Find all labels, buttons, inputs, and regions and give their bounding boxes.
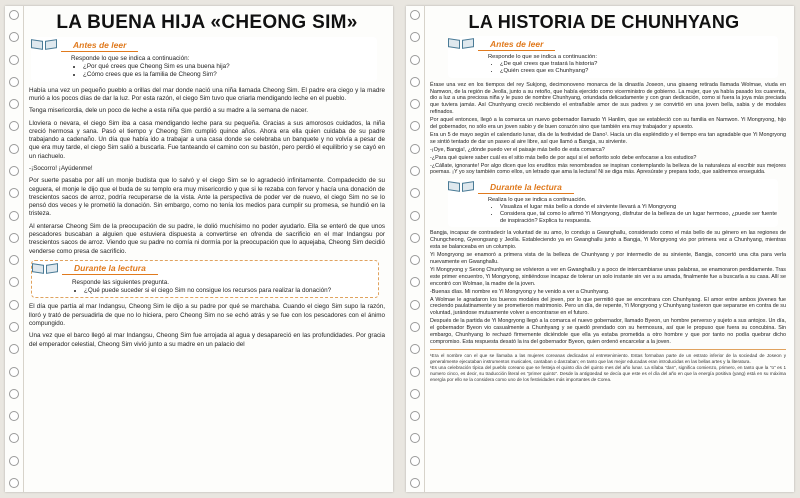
footnote: ¹Era el nombre con el que se llamaba a las mujeres coreanas dedicadas al entretenimiento. Estas formaban parte de un estrato inferior de la sociedad de Joseon y generalmente ejecutaban instrumentos musicales, cantaban o danzaban; en tanto que las mejor educadas eran introducidas en las bellas artes y la literatura. xyxy=(430,352,786,364)
box-label: Antes de leer xyxy=(61,39,138,52)
story-paragraph: -¡Socorro! ¡Ayúdenme! xyxy=(29,164,93,172)
story-paragraph: -¿Cállate, ignorante! Por algo dicen que los eruditos más renombrados se inspiran contemplando la belleza de la naturaleza al escribir sus mejores poemas. ¡Y yo soy también como ellos, un letrado que ama la lectura! Ni se diga más. Apresúrate y prepara todo, que saldremos enseguida. xyxy=(430,162,786,176)
story-paragraph: Al enterarse Cheong Sim de la preocupación de su padre, le dolió muchísimo no poder ayudarlo. Ella se enteró de que unos pescadores buscaban a alguien que estuviera dispuesta a convertirse en ofrenda de sacrificio en el mar Indangsu por trescientos sacos de arroz. Viendo que su padre no comía ni dormía por la preocupación que lo aquejaba, Cheong Sim decidió venderse como presa de sacrificio. xyxy=(29,222,385,255)
during-reading-box xyxy=(448,179,778,227)
box-label: Durante la lectura xyxy=(62,262,158,275)
during-reading-box xyxy=(31,260,379,298)
open-book-icon xyxy=(448,180,474,194)
open-book-icon xyxy=(448,37,474,51)
story-paragraph: Bangja, incapaz de contradecir la voluntad de su amo, lo condujo a Gwanghallu, considerado como el más bello de su género en las regiones de Chungcheong, Gyeongsang y Jeolla. Estableciendo ya en Gwanghallu junto a Bangja, Yi Mongryong vio por primera vez a Chunhyang, mientras esta se balanceaba en un columpio. xyxy=(430,230,786,251)
story-paragraph: -Buenas días. Mi nombre es Yi Mongryong y he venido a ver a Chunhyang. xyxy=(430,288,610,295)
box-label: Antes de leer xyxy=(478,38,555,51)
question-item: • ¿Quién crees que es Chunhyang? xyxy=(500,68,778,75)
box-label: Durante la lectura xyxy=(478,181,574,194)
open-book-icon xyxy=(32,262,58,276)
left-page xyxy=(5,6,393,492)
left-page-title: LA BUENA HIJA «CHEONG SIM» xyxy=(56,12,358,33)
story-paragraph: El día que partía al mar Indangsu, Cheong Sim le dijo a su padre por qué se marchaba. Cuando el ciego Sim supo la razón, lloró y trató de persuadirla de que no lo hiciera, pero Cheong Sim no se echó atrás y se fue con los pescadores con el ánimo compungido. xyxy=(29,303,385,327)
story-paragraph: Era un 5 de mayo según el calendario lunar, día de la festividad de Dano¹. Hacía un día espléndido y el tiempo era tan agradable que Yi Mongryong se sintió tentado de dar un paseo al aire libre, así que llamó a Bangja, su sirviente. xyxy=(430,131,786,145)
spiral-binding xyxy=(410,10,422,488)
box-intro: Responde lo que se indica a continuación: xyxy=(71,55,190,62)
story-paragraph: Érase una vez en los tiempos del rey Sukjong, decimonoveno monarca de la dinastía Joseon, una gisaeng retirada llamada Wolmae, viuda en Namwon, de la región de Jeolla, junto a su retoño, que había ejercido como vicerministro de gobierno. La mujer, que ya había pasado los cuarenta, dio a luz a una preciosa niña y le puso de nombre Chunhyang, oriundada delicadamente y con gran dedicación, como si fuera la joya más preciada que tuviera jamás. Así Chunhyang creció recibiendo el entrañable amor de sus padres y se convirtió en una joven bella, sabia y de modales refinados. xyxy=(430,81,786,116)
spiral-binding xyxy=(9,10,21,488)
story-paragraph: Por suerte pasaba por allí un monje budista que lo salvó y el ciego Sim se lo agradeció infinitamente. Compadecido de su ceguera, el monje le dijo que el buda de su templo era muy misericordio y que si le rezaba con fervor y hacía una donación de trescientos sacos de arroz, podría recuperarse de la vista. Ante la perspectiva de poder ver de nuevo, el ciego Sim no se lo pensó dos veces y le prometió la donación. Sin embargo, como no tenía los medios para cumplir su promesa, se hundió en la tristeza. xyxy=(29,177,385,218)
box-intro: Responde las siguientes pregunta. xyxy=(72,278,169,286)
question-item: • ¿Cómo crees que es la familia de Cheong Sim? xyxy=(83,71,377,79)
question-item: • ¿Qué puede suceder si el ciego Sim no consigue los recursos para realizar la donación? xyxy=(84,287,378,295)
footnote-divider xyxy=(430,349,786,350)
story-paragraph: Después de la partida de Yi Mongryong llegó a la comarca el nuevo gobernador, llamado Byeon, un hombre perverso y sujeto a sus antojos. Un día, el gobernador Byeon vio casualmente a Chunhyang y se quedó prendado con su hermosura, así que le propuso que fuera su concubina. Sin embargo, Chunhyang lo rechazó firmemente diciéndole que ella ya estaba prometida a otro hombre y que por tanto no podía quebrar dicho compromiso. Esta respuesta desató la ira del gobernador Byeon, quien ordenó encarcelar a la joven. xyxy=(430,318,786,345)
story-paragraph: Por aquel entonces, llegó a la comarca un nuevo gobernador llamado Yi Hanlim, que se estableció con su familia en Namwon. Yi Mongryong, hijo del gobernador, no sólo era un joven sabio y de buen corazón sino que también era muy trabajador y apuesto. xyxy=(430,117,786,131)
footnote: ¹Es una celebración típica del pueblo coreano que se festeja el quinto día del quinto mes del año lunar. La sílaba "dan", significa comienzo, primero, en tanto que la "o" es 1 numero cinco, es decir, su traducción literal es "primer quinto". Desde la antigüedad se decía que este es el día del año en que la energía positiva (yang) está en su máxima energía por ello se la considera como uno de los festividades más importantes de Corea. xyxy=(430,365,786,383)
story-paragraph: A Wolmae le agradaron los buenos modales del joven, por lo que permitió que se encontrara con Chunhyang. El amor entre ambos jóvenes fue creciendo paulatinamente y se prometieron matrimonio. Pero un día, de repente, Yi Mongryong y Chunhyang tuvieron que separarse en contra de su voluntad, jurándose mutuamente volver a encontrarse en el futuro. xyxy=(430,296,786,317)
box-intro: Realiza lo que se indica a continuación. xyxy=(488,197,587,204)
box-intro: Responde lo que se indica a continuación: xyxy=(488,54,597,60)
question-item: • Visualiza el lugar más bello a donde el sirviente llevará a Yi Mongryong xyxy=(500,204,778,211)
story-paragraph: Lloviera o nevara, el ciego Sim iba a casa mendigando leche para su pequeña. Gracias a sus amorosos cuidados, la niña creció hermosa y sana. Pasó el tiempo y Cheong Sim cumplió quince años. Ahora era ella quien cuidaba de su padre trabajando a cadenaño. Un día que había ido a trabajar a una casa donde se celebraba un banquete y no volvía a pesar de que era muy tarde, el ciego Sim salió a buscarla. Fue tanteando el camino con su bastón, pero perdió el equilibrio y se cayó en un riachuelo. xyxy=(29,119,385,160)
right-page-title: LA HISTORIA DE CHUNHYANG xyxy=(468,12,740,32)
story-paragraph: -¡Oye, Bangja!, ¿dónde puedo ver el paisaje más bello de esta comarca? xyxy=(430,146,605,153)
story-paragraph: Una vez que el barco llegó al mar Indangsu, Cheong Sim fue arrojada al agua y desapareció en las profundidades. Por gracia del emperador celestial, Cheong Sim vivió junto a su madre en un palacio del xyxy=(29,332,385,348)
story-paragraph: Yi Mongryong se enamoró a primera vista de la belleza de Chunhyang y por intermedio de su sirviente, Bangja, concertó una cita para verla nuevamente en Gwanghallu. xyxy=(430,252,786,266)
right-page xyxy=(406,6,794,492)
story-paragraph: Tenga misericordia, dele un poco de leche a esta niña que perdió a su madre a la semana de nacer. xyxy=(29,107,308,115)
open-book-icon xyxy=(31,38,57,52)
before-reading-box xyxy=(31,37,377,82)
story-paragraph: -¿Para qué quiere saber cuál es el sitio más bello de por aquí si el señorito solo debe enfocarse a los estudios? xyxy=(430,154,697,161)
question-item: • ¿Por qué crees que Cheong Sim es una buena hija? xyxy=(83,63,377,71)
before-reading-box xyxy=(448,36,778,78)
story-paragraph: Había una vez un pequeño pueblo a orillas del mar donde nació una niña llamada Cheong Sim. El padre era ciego y la madre murió a los pocos días de dar la luz. Por esta razón, el ciego Sim tuvo que criarla mendigando leche en el pueblo. xyxy=(29,86,385,102)
question-item: • Considera que, tal como lo afirmó Yi Mongryong, disfrutar de la belleza de un lugar hermoso, ¿puede ser fuente de inspiración? Explica tu respuesta. xyxy=(500,211,778,225)
story-paragraph: Yi Mongryong y Seong Chunhyang se volvieron a ver en Gwanghallu y a poco de intercambiarse unas palabras, se enamoraron perdidamente. Tras este primer encuentro, Yi Mongryong, sintiéndose incapaz de tolerar un solo instante sin ver a su amada, finalmente fue a buscarla a su casa. Allí se encontró con Wolmae, la madre de la joven. xyxy=(430,266,786,287)
question-item: • ¿De qué crees que tratará la historia? xyxy=(500,61,778,68)
